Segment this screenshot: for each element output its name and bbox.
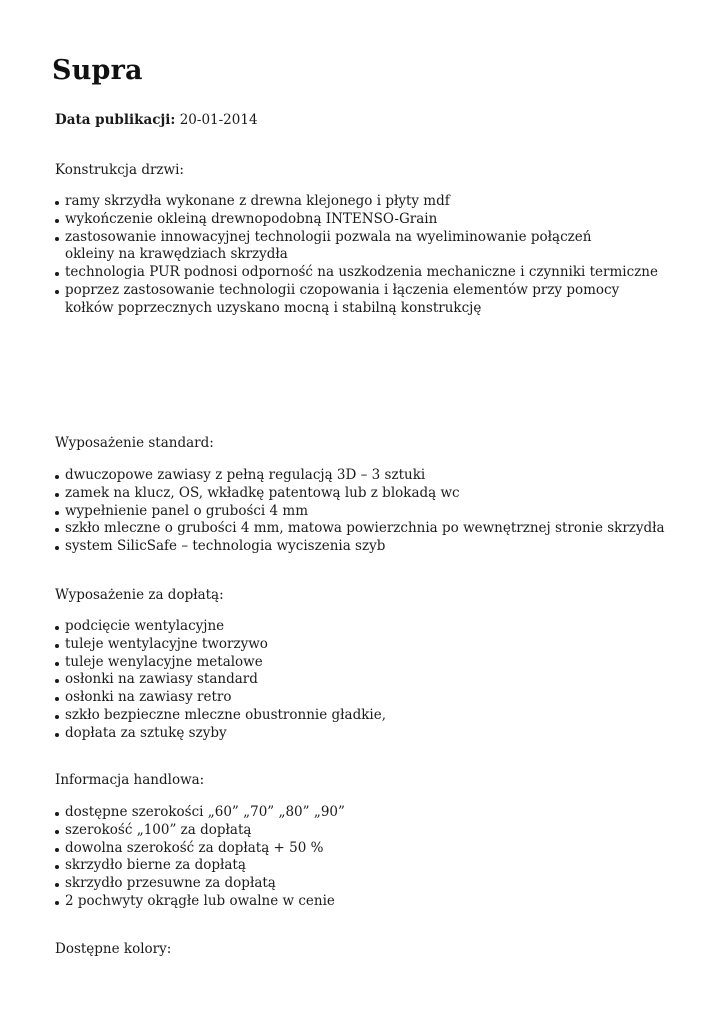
list-item: osłonki na zawiasy standard: [55, 671, 665, 689]
list-item: wypełnienie panel o grubości 4 mm: [55, 503, 665, 521]
standard-equipment-list: [55, 467, 665, 556]
list-item: dowolna szerokość za dopłatą + 50 %: [55, 840, 665, 858]
list-item: system SilicSafe – technologia wyciszenia szyb: [55, 538, 665, 556]
list-item: szkło mleczne o grubości 4 mm, matowa powierzchnia po wewnętrznej stronie skrzydła: [55, 520, 665, 538]
section-heading-construction: Konstrukcja drzwi:: [55, 162, 184, 178]
list-item: tuleje wenylacyjne metalowe: [55, 654, 665, 672]
list-item: zamek na klucz, OS, wkładkę patentową lub z blokadą wc: [55, 485, 665, 503]
list-item: tuleje wentylacyjne tworzywo: [55, 636, 665, 654]
list-item: szerokość „100” za dopłatą: [55, 822, 665, 840]
list-item: 2 pochwyty okrągłe lub owalne w cenie: [55, 893, 665, 911]
list-item: dwuczopowe zawiasy z pełną regulacją 3D – 3 sztuki: [55, 467, 665, 485]
publication-date: [55, 111, 258, 129]
commercial-info-list: [55, 804, 665, 911]
section-heading-extra-equipment: Wyposażenie za dopłatą:: [55, 587, 224, 603]
list-item: ramy skrzydła wykonane z drewna klejonego i płyty mdf: [55, 193, 665, 211]
publication-label: Data publikacji:: [55, 112, 176, 128]
list-item: technologia PUR podnosi odporność na uszkodzenia mechaniczne i czynniki termiczne: [55, 264, 665, 282]
list-item: szkło bezpieczne mleczne obustronnie gładkie,: [55, 707, 665, 725]
list-item: podcięcie wentylacyjne: [55, 618, 665, 636]
list-item: dopłata za sztukę szyby: [55, 725, 665, 743]
list-item: skrzydło przesuwne za dopłatą: [55, 875, 665, 893]
list-item: dostępne szerokości „60” „70” „80” „90”: [55, 804, 665, 822]
page-title: Supra: [52, 55, 143, 86]
list-item: skrzydło bierne za dopłatą: [55, 857, 665, 875]
list-item: wykończenie okleiną drewnopodobną INTENSO-Grain: [55, 211, 665, 229]
list-item: zastosowanie innowacyjnej technologii pozwala na wyeliminowanie połączeń okleiny na krawędziach skrzydła: [55, 229, 625, 265]
extra-equipment-list: [55, 618, 665, 743]
section-heading-colors: Dostępne kolory:: [55, 941, 172, 957]
construction-list: [55, 193, 665, 318]
list-item: poprzez zastosowanie technologii czopowania i łączenia elementów przy pomocy kołków poprzecznych uzyskano mocną i stabilną konstrukcję: [55, 282, 635, 318]
publication-value: 20-01-2014: [179, 112, 258, 128]
list-item: osłonki na zawiasy retro: [55, 689, 665, 707]
section-heading-commercial-info: Informacja handlowa:: [55, 772, 205, 788]
section-heading-standard-equipment: Wyposażenie standard:: [55, 435, 214, 451]
